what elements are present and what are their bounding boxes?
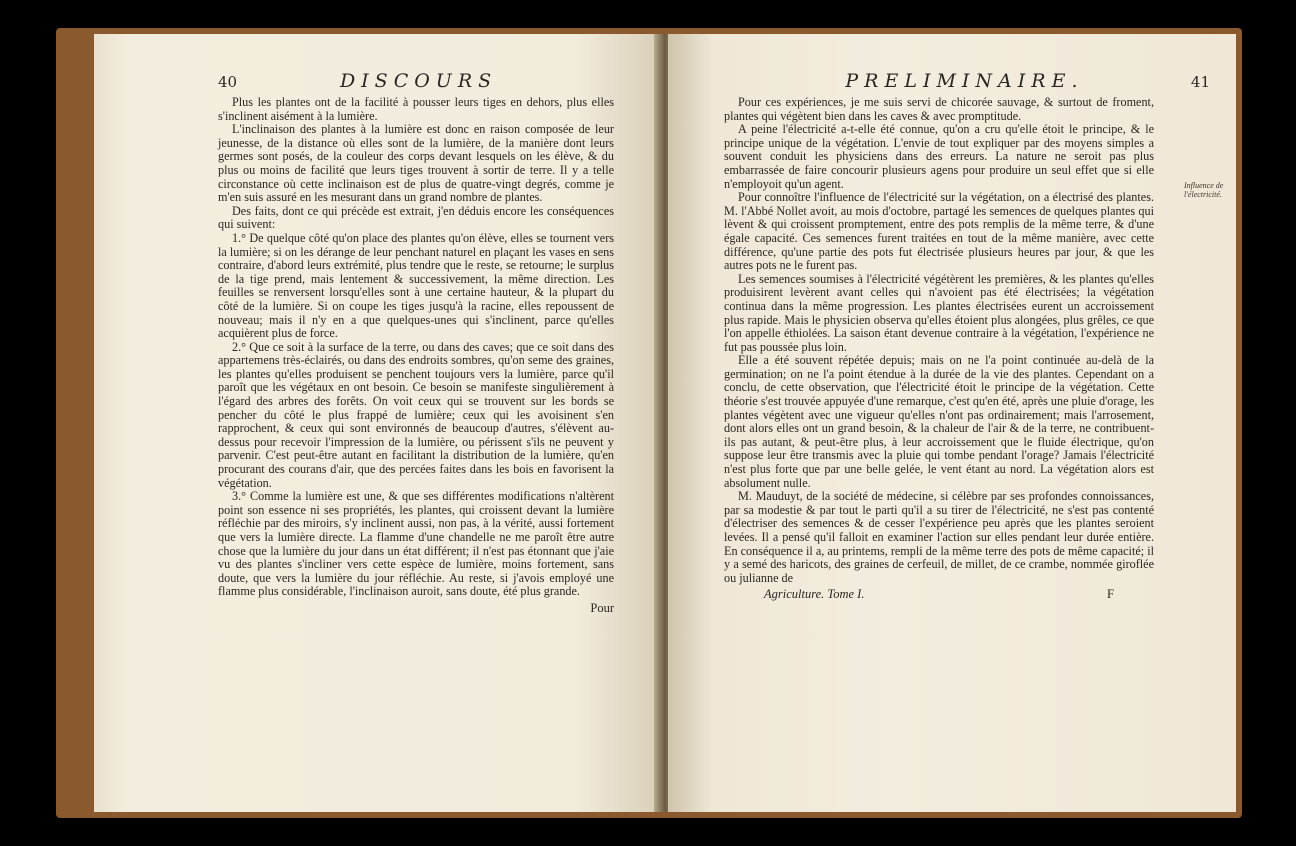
- paragraph: 2.° Que ce soit à la surface de la terre, ou dans des caves; que ce soit dans des appartemens très-éclairés, ou dans des endroits sombres, qu'on seme des graines, les plantes qu'elles produisent se penchent toujours vers la lumière, parce qu'il paroît que les végétaux en ont besoin. Ce besoin se manifeste singulièrement à l'égard des arbres des forêts. On voit ceux qui se trouvent sur les bords se pencher du côté le plus frappé de lumière; ceux qui les avoisinent s'en rapprochent, & ceux qui sont environnés de beaucoup d'autres, s'élèvent au-dessus pour recevoir l'impression de la lumière, ou périssent s'ils ne peuvent y parvenir. C'est peut-être autant en facilitant la distribution de la lumière, qu'en procurant des courans d'air, que des percées faites dans les bois en favorisent la végétation.: [218, 339, 614, 490]
- right-running-head: [724, 70, 1210, 92]
- margin-note: Influence de l'électricité.: [1184, 181, 1224, 199]
- left-page-number: 40: [218, 73, 238, 91]
- page-footer: [724, 587, 1154, 602]
- paragraph: M. Mauduyt, de la société de médecine, si célèbre par ses profondes connoissances, par sa modestie & par tout le parti qu'il a su tirer de l'électricité, ne s'est pas contenté d'électriser des semences & de cesser l'expérience peu après que les plantes seroient levées. Il a pensé qu'il falloit en examiner l'action sur elles pendant leur durée entière. En conséquence il a, au printems, rempli de la même terre des pots de même capacité; il y a semé des haricots, des graines de cerfeuil, de millet, de ce crambe, nommée giroflée ou julianne de: [724, 489, 1154, 585]
- paragraph: 3.° Comme la lumière est une, & que ses différentes modifications n'altèrent point son essence ni ses propriétés, les plantes, qui croissent devant la lumière réfléchie par des miroirs, s'y inclinent aussi, non pas, à la vérité, aussi fortement que vers la lumière directe. La flamme d'une chandelle ne me paroît être autre chose que la lumière du jour dans un état différent; il n'est pas étonnant que j'aie vu des plantes s'incliner vers cette espèce de lumière, moins fortement, sans doute, que vers la lumière du jour réfléchie. Au reste, si j'avois employé une flamme plus considérable, l'inclinaison auroit, sans doute, été plus grande.: [218, 489, 614, 599]
- catchword: Pour: [590, 600, 614, 615]
- footer-title: Agriculture. Tome I.: [764, 587, 865, 602]
- left-running-head: [218, 70, 614, 92]
- paragraph: Des faits, dont ce qui précède est extrait, j'en déduis encore les conséquences qui suivent:: [218, 203, 614, 232]
- paragraph: Elle a été souvent répétée depuis; mais on ne l'a point continuée au-delà de la germination; on ne l'a point étendue à la durée de la vie des plantes. Cependant on a conclu, de cette observation, que l'électricité étoit le principe de la végétation. Cette théorie s'est trouvée appuyée d'une remarque, c'est qu'en été, après une pluie d'orage, les plantes végètent avec une vigueur qu'elles n'ont pas ordinairement; mais l'arrosement, dont alors elles ont un grand besoin, & la chaleur de l'air & de la terre, ne contribuent-ils pas autant, & peut-être plus, à leur accroissement que le fluide électrique, qu'on suppose leur être transmis avec la pluie qui tombe pendant l'orage? Jamais l'électricité n'est plus forte que par une belle gelée, le vent étant au nord. La végétation alors est absolument nulle.: [724, 353, 1154, 490]
- paragraph: 1.° De quelque côté qu'on place des plantes qu'on élève, elles se tournent vers la lumière; si on les dérange de leur penchant naturel en plaçant les vases en sens contraire, d'abord leurs extrémité, plus tendre que le reste, se retourne; le surplus de la tige prend, mais lentement & successivement, la même direction. Les feuilles se renversent lorsqu'elles sont à une certaine hauteur, & la plupart du côté de la lumière. Si on coupe les tiges jusqu'à la racine, elles repoussent de nouveau; mais il n'y en a que quelques-unes qui s'inclinent, parce qu'elles acquièrent plus de force.: [218, 230, 614, 341]
- paragraph: Plus les plantes ont de la facilité à pousser leurs tiges en dehors, plus elles s'inclinent aisément à la lumière.: [218, 95, 614, 123]
- signature-mark: F: [1107, 587, 1114, 602]
- right-page: [668, 34, 1236, 812]
- paragraph: Les semences soumises à l'électricité végétèrent les premières, & les plantes qu'elles produisirent levèrent avant celles qui n'avoient pas été électrisées; la végétation continua dans la même progression. Les plantes électrisées eurent un accroissement plus rapide. Mais le physicien observa qu'elles étoient plus alongées, plus grêles, ce que l'on appelle éthiolées. La saison étant devenue contraire à la végétation, l'expérience ne fut pas poussée plus loin.: [724, 271, 1154, 354]
- paragraph: A peine l'électricité a-t-elle été connue, qu'on a cru qu'elle étoit le principe, & le principe unique de la végétation. L'envie de tout expliquer par des moyens simples a souvent conduit les physiciens dans des erreurs. La nature ne seroit pas plus embarrassée de faire concourir plusieurs agens pour produire un seul effet que si elle n'employoit qu'un agent.: [724, 122, 1154, 191]
- left-page-text: [218, 96, 614, 599]
- left-page: [94, 34, 660, 812]
- paragraph: L'inclinaison des plantes à la lumière est donc en raison composée de leur jeunesse, de la distance où elles sont de la lumière, de la manière dont leurs germes sont posés, de la couleur des corps devant lesquels on les élève, & du plus ou moins de facilité que leurs tiges trouvent à sortir de terre. Il y a telle circonstance où cette inclinaison est de plus de quatre-vingt degrés, comme je m'en suis assuré en les mesurant dans un grand nombre de plantes.: [218, 122, 614, 205]
- paragraph: Pour ces expériences, je me suis servi de chicorée sauvage, & surtout de froment, plantes qui végètent bien dans les caves & avec promptitude.: [724, 95, 1154, 123]
- open-book: [56, 28, 1242, 818]
- left-running-title: DISCOURS: [339, 70, 498, 92]
- paragraph: Pour connoître l'influence de l'électricité sur la végétation, on a électrisé des plantes. M. l'Abbé Nollet avoit, au mois d'octobre, partagé les semences de quelques plantes qui lèvent & qui croissent promptement, entre des pots remplis de la même terre, & d'une égale capacité. Ces semences furent traitées en tout de la même manière, avec cette différence, qu'une partie des pots fut électrisée plusieurs heures par jour, & que les autres pots ne le furent pas.: [724, 190, 1154, 273]
- right-page-text: [724, 96, 1154, 585]
- right-running-title: PRELIMINAIRE.: [845, 70, 1084, 92]
- right-page-number: 41: [1190, 73, 1210, 91]
